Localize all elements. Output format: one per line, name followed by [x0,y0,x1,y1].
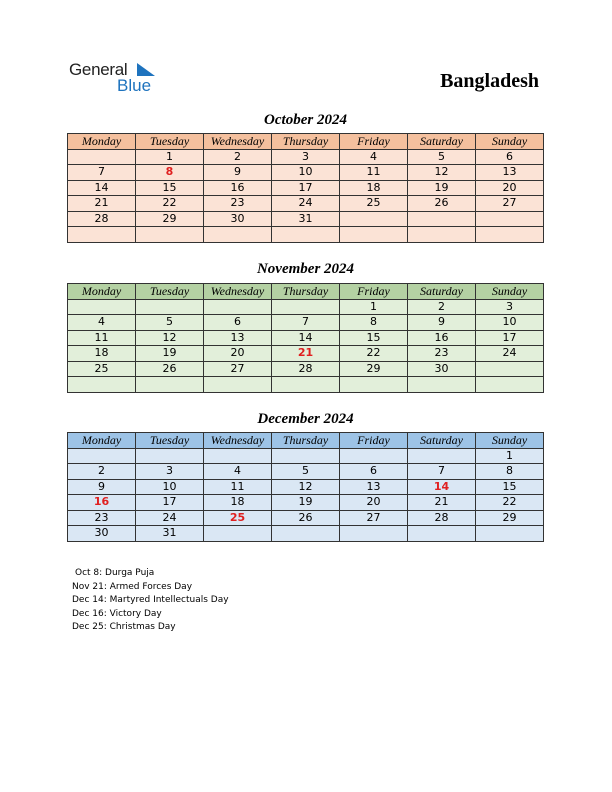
brand-logo [69,60,159,96]
holiday-note: Dec 25: Christmas Day [72,622,176,632]
day-cell: 19 [136,346,204,362]
weekday-header-monday: Monday [68,134,136,150]
weekday-header-saturday: Saturday [408,134,476,150]
empty-day-cell [340,227,408,243]
empty-day-cell [476,526,544,542]
weekday-header-thursday: Thursday [272,134,340,150]
week-row [68,361,544,377]
day-cell: 20 [476,180,544,196]
calendar-december [67,432,544,542]
calendar-november [67,283,544,393]
holiday-note: Dec 14: Martyred Intellectuals Day [72,595,229,605]
week-row [68,149,544,165]
day-cell: 31 [272,211,340,227]
empty-day-cell [340,211,408,227]
day-cell: 1 [136,149,204,165]
empty-day-cell [408,377,476,393]
day-cell: 28 [408,510,476,526]
week-row [68,464,544,480]
day-cell: 17 [476,330,544,346]
week-row [68,180,544,196]
day-cell: 19 [272,495,340,511]
empty-day-cell [272,526,340,542]
holiday-note: Oct 8: Durga Puja [75,568,155,578]
day-cell: 21 [408,495,476,511]
day-cell: 10 [272,165,340,181]
day-cell: 22 [476,495,544,511]
day-cell: 1 [476,448,544,464]
day-cell: 8 [476,464,544,480]
day-cell: 31 [136,526,204,542]
day-cell: 18 [204,495,272,511]
weekday-header-saturday: Saturday [408,284,476,300]
empty-day-cell [408,526,476,542]
day-cell: 16 [68,495,136,511]
day-cell: 5 [272,464,340,480]
day-cell: 1 [340,299,408,315]
day-cell: 7 [68,165,136,181]
empty-day-cell [204,526,272,542]
weekday-header-monday: Monday [68,284,136,300]
weekday-header-sunday: Sunday [476,284,544,300]
week-row [68,510,544,526]
day-cell: 22 [136,196,204,212]
day-cell: 3 [476,299,544,315]
day-cell: 14 [68,180,136,196]
day-cell: 14 [272,330,340,346]
week-row [68,299,544,315]
week-row [68,196,544,212]
flag-icon [135,63,155,77]
day-cell: 16 [408,330,476,346]
day-cell: 5 [408,149,476,165]
day-cell: 9 [68,479,136,495]
day-cell: 23 [408,346,476,362]
weekday-header-friday: Friday [340,134,408,150]
day-cell: 28 [272,361,340,377]
day-cell: 24 [136,510,204,526]
weekday-header-sunday: Sunday [476,134,544,150]
day-cell: 20 [340,495,408,511]
empty-day-cell [68,227,136,243]
day-cell: 29 [340,361,408,377]
empty-day-cell [136,377,204,393]
weekday-header-thursday: Thursday [272,433,340,449]
day-cell: 10 [136,479,204,495]
weekday-header-monday: Monday [68,433,136,449]
day-cell: 4 [68,315,136,331]
day-cell: 13 [476,165,544,181]
weekday-header-row [68,134,544,150]
month-title-december: December 2024 [257,411,354,427]
day-cell: 12 [272,479,340,495]
day-cell: 23 [68,510,136,526]
empty-day-cell [272,299,340,315]
day-cell: 29 [476,510,544,526]
day-cell: 23 [204,196,272,212]
day-cell: 16 [204,180,272,196]
country-title: Bangladesh [440,70,539,92]
holiday-note: Dec 16: Victory Day [72,608,162,619]
empty-day-cell [476,361,544,377]
day-cell: 15 [340,330,408,346]
empty-day-cell [272,377,340,393]
empty-day-cell [340,526,408,542]
week-row [68,227,544,243]
day-cell: 4 [340,149,408,165]
day-cell: 30 [68,526,136,542]
day-cell: 28 [68,211,136,227]
day-cell: 22 [340,346,408,362]
empty-day-cell [68,377,136,393]
day-cell: 2 [68,464,136,480]
day-cell: 25 [68,361,136,377]
day-cell: 21 [68,196,136,212]
day-cell: 5 [136,315,204,331]
day-cell: 11 [340,165,408,181]
month-title-october: October 2024 [264,112,347,128]
week-row [68,346,544,362]
day-cell: 8 [340,315,408,331]
day-cell: 2 [408,299,476,315]
day-cell: 3 [272,149,340,165]
brand-name-general: General [69,60,128,79]
empty-day-cell [136,227,204,243]
week-row [68,165,544,181]
week-row [68,315,544,331]
day-cell: 6 [476,149,544,165]
week-row [68,479,544,495]
empty-day-cell [204,448,272,464]
weekday-header-wednesday: Wednesday [204,433,272,449]
day-cell: 8 [136,165,204,181]
day-cell: 11 [204,479,272,495]
day-cell: 3 [136,464,204,480]
weekday-header-wednesday: Wednesday [204,134,272,150]
day-cell: 26 [136,361,204,377]
empty-day-cell [136,448,204,464]
weekday-header-tuesday: Tuesday [136,134,204,150]
empty-day-cell [68,149,136,165]
day-cell: 30 [204,211,272,227]
empty-day-cell [272,227,340,243]
weekday-header-tuesday: Tuesday [136,284,204,300]
day-cell: 6 [340,464,408,480]
day-cell: 7 [272,315,340,331]
day-cell: 13 [204,330,272,346]
weekday-header-friday: Friday [340,433,408,449]
empty-day-cell [476,377,544,393]
day-cell: 6 [204,315,272,331]
empty-day-cell [136,299,204,315]
empty-day-cell [272,448,340,464]
day-cell: 2 [204,149,272,165]
week-row [68,211,544,227]
day-cell: 18 [340,180,408,196]
week-row [68,330,544,346]
empty-day-cell [68,299,136,315]
day-cell: 24 [272,196,340,212]
week-row [68,526,544,542]
weekday-header-sunday: Sunday [476,433,544,449]
empty-day-cell [408,211,476,227]
day-cell: 27 [204,361,272,377]
empty-day-cell [408,227,476,243]
weekday-header-row [68,433,544,449]
day-cell: 17 [136,495,204,511]
weekday-header-thursday: Thursday [272,284,340,300]
week-row [68,448,544,464]
empty-day-cell [204,377,272,393]
day-cell: 11 [68,330,136,346]
day-cell: 18 [68,346,136,362]
week-row [68,377,544,393]
month-title-november: November 2024 [256,261,355,277]
empty-day-cell [408,448,476,464]
day-cell: 24 [476,346,544,362]
empty-day-cell [340,448,408,464]
day-cell: 25 [340,196,408,212]
empty-day-cell [476,211,544,227]
weekday-header-wednesday: Wednesday [204,284,272,300]
day-cell: 15 [136,180,204,196]
day-cell: 19 [408,180,476,196]
day-cell: 15 [476,479,544,495]
weekday-header-row [68,284,544,300]
empty-day-cell [476,227,544,243]
day-cell: 17 [272,180,340,196]
weekday-header-saturday: Saturday [408,433,476,449]
day-cell: 4 [204,464,272,480]
empty-day-cell [204,227,272,243]
empty-day-cell [204,299,272,315]
weekday-header-friday: Friday [340,284,408,300]
day-cell: 29 [136,211,204,227]
day-cell: 20 [204,346,272,362]
brand-name-blue: Blue [117,76,152,95]
day-cell: 30 [408,361,476,377]
holiday-note: Nov 21: Armed Forces Day [72,581,193,592]
empty-day-cell [68,448,136,464]
day-cell: 12 [408,165,476,181]
day-cell: 9 [408,315,476,331]
week-row [68,495,544,511]
day-cell: 9 [204,165,272,181]
day-cell: 26 [272,510,340,526]
day-cell: 25 [204,510,272,526]
weekday-header-tuesday: Tuesday [136,433,204,449]
day-cell: 14 [408,479,476,495]
empty-day-cell [340,377,408,393]
calendar-october [67,133,544,243]
day-cell: 27 [476,196,544,212]
day-cell: 10 [476,315,544,331]
day-cell: 21 [272,346,340,362]
day-cell: 26 [408,196,476,212]
day-cell: 13 [340,479,408,495]
day-cell: 12 [136,330,204,346]
day-cell: 7 [408,464,476,480]
holiday-notes [72,567,229,635]
day-cell: 27 [340,510,408,526]
